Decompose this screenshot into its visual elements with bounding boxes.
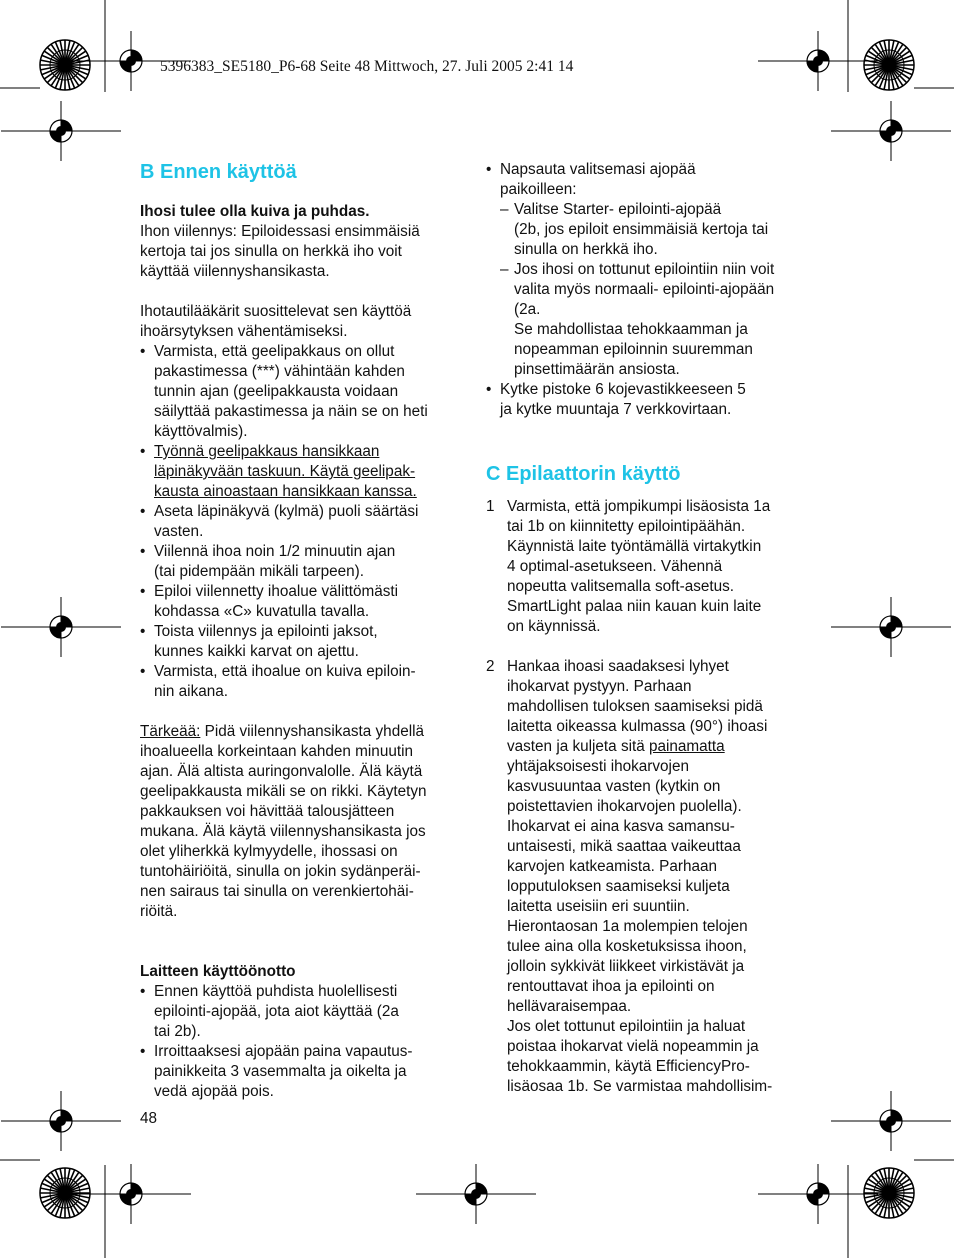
important-line: riöitä. <box>140 903 178 920</box>
bullet-clean-head: • Ennen käyttöä puhdista huolellisesti epilointi-ajopää, jota aiot käyttää (2a tai 2b). <box>140 983 399 1040</box>
bullet-cool-skin: • Viilennä ihoa noin 1/2 minuutin ajan (tai pidempään mikäli tarpeen). <box>140 543 396 580</box>
bullet-freezer: • Varmista, että geelipakkaus on ollut pakastimessa (***) vähintään kahden tunnin ajan (geelipakkausta voidaan säilyttää pakastimessa ja näin se on heti käyttövalmis). <box>140 343 428 440</box>
print-header: 5396383_SE5180_P6-68 Seite 48 Mittwoch, 27. Juli 2005 2:41 14 <box>160 58 574 75</box>
bullet-dry-skin: • Varmista, että ihoalue on kuiva epiloin- nin aikana. <box>140 663 416 700</box>
important-line: pakkauksen voi hävittää talousjätteen <box>140 803 395 820</box>
skin-heading: Ihosi tulee olla kuiva ja puhdas. <box>140 203 370 220</box>
important-line: olet yliherkkä kylmyydelle, ihossasi on <box>140 843 398 860</box>
dermatologists-2: ihoärsytyksen vähentämiseksi. <box>140 323 348 340</box>
important-line: ajan. Älä altista auringonvalolle. Älä käytä <box>140 763 423 780</box>
important-note-first: Tärkeää: Pidä viilennyshansikasta yhdellä <box>140 723 425 740</box>
important-line: tuntohäiriöitä, sinulla on jokin sydänperäi- <box>140 863 421 880</box>
startup-heading: Laitteen käyttöönotto <box>140 963 296 980</box>
left-column <box>140 160 470 1102</box>
bullet-repeat: • Toista viilennys ja epilointi jaksot, kunnes kaikki karvat on ajettu. <box>140 623 378 660</box>
cooling-intro-1: Ihon viilennys: Epiloidessasi ensimmäisiä <box>140 223 420 240</box>
page-number: 48 <box>140 1110 158 1127</box>
bullet-remove-head: • Irroittaaksesi ajopään paina vapautus- painikkeita 3 vasemmalta ja oikelta ja vedä ajopää pois. <box>140 1043 413 1100</box>
right-column <box>486 160 816 1097</box>
important-line: nen sairaus tai sinulla on verenkiertohäi- <box>140 883 414 900</box>
cooling-intro-3: käyttää viilennyshansikasta. <box>140 263 330 280</box>
cooling-intro-2: kertoja tai jos sinulla on herkkä iho voit <box>140 243 402 260</box>
bullet-insert-pack: • Työnnä geelipakkaus hansikkaan läpinäkyvään taskuun. Käytä geelipak- kausta ainoastaan hansikkaan kanssa. <box>140 443 417 500</box>
dermatologists-1: Ihotautilääkärit suosittelevat sen käyttöä <box>140 303 412 320</box>
important-line: mukana. Älä käytä viilennyshansikasta jos <box>140 823 426 840</box>
important-line: ihoalueella korkeintaan kahden minuutin <box>140 743 413 760</box>
important-line: geelipakkausta mikäli se on rikki. Käytetyn <box>140 783 427 800</box>
dash-normal-head: – Jos ihosi on tottunut epilointiin niin voit valita myös normaali- epilointi-ajopään (2a. Se mahdollistaa tehokkaamman ja nopeamman epiloinnin suuremman pinsettimäärän ansiosta. <box>500 261 775 378</box>
section-title-c: C Epilaattorin käyttö <box>486 463 681 485</box>
bullet-place-side: • Aseta läpinäkyvä (kylmä) puoli säärtäsi vasten. <box>140 503 419 540</box>
important-label: Tärkeää: <box>140 723 201 740</box>
dash-starter-head: – Valitse Starter- epilointi-ajopää (2b, jos epiloit ensimmäisiä kertoja tai sinulla on herkkä iho. <box>500 201 769 258</box>
step-1: 1 Varmista, että jompikumpi lisäosista 1a tai 1b on kiinnitetty epilointipäähän. Käynnistä laite työntämällä virtakytkin 4 optimal-asetukseen. Vähennä nopeutta valitsemalla soft-asetus. SmartLight palaa niin kauan kuin laite on käynnissä. <box>486 498 771 635</box>
bullet-epilate: • Epiloi viilennetty ihoalue välittömästi kohdassa «C» kuvatulla tavalla. <box>140 583 399 620</box>
bullet-snap-head: • Napsauta valitsemasi ajopää paikoilleen: – Valitse Starter- epilointi-ajopää (2b, jos epiloit ensimmäisiä kertoja tai sinulla on herkkä iho. – Jos ihosi on tottunut epilointiin niin voit valita myös normaali- epilointi-ajopään (2a. Se mahdollistaa tehokkaamman ja nopeamman epiloinnin suuremman pinsettimäärän ansiosta. <box>486 160 816 380</box>
step-2: 2 Hankaa ihoasi saadaksesi lyhyet ihokarvat pystyyn. Parhaan mahdollisen tuloksen saamiseksi pidä laitetta oikeassa kulmassa (90°) ihoasi vasten ja kuljeta sitä painamatta yhtäjaksoisesti ihokarvojen kasvusuuntaa vasten (kytkin on poistettavien ihokarvojen puolella). Ihokarvat ei aina kasva samansu- untaisesti, mikä saattaa vaikeuttaa karvojen katkeamista. Parhaan lopputuloksen saamiseksi kuljeta laitetta useisiin eri suuntiin. Hierontaosan 1a molempien telojen tulee aina olla kosketuksissa ihoon, jolloin sykkivät liikkeet virkistävät ja rentouttavat ihoa ja epilointi on hellävaraisempaa. Jos olet tottunut epilointiin ja haluat poistaa ihokarvat vielä nopeammin ja tehokkaammin, käytä EfficiencyPro- lisäosaa 1b. Se varmistaa mahdollisim- <box>486 658 773 1095</box>
section-title-b: B Ennen käyttöä <box>140 161 297 183</box>
bullet-plug-in: • Kytke pistoke 6 kojevastikkeeseen 5 ja kytke muuntaja 7 verkkovirtaan. <box>486 381 746 418</box>
